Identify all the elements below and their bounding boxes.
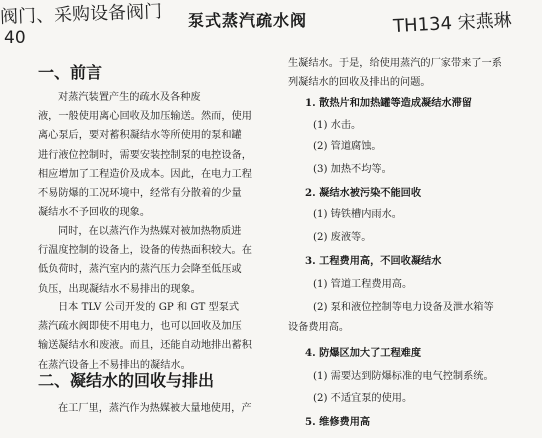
text-line: 对蒸汽装置产生的疏水及各种废 (58, 92, 201, 103)
problem-item: (2) 不适宜泵的使用。 (313, 393, 413, 404)
text-line: 蒸汽疏水阀即使不用电力，也可以回收及加压 (38, 321, 242, 333)
text-line: 不易防爆的工况环境中，经常有分散着的少量 (38, 187, 242, 199)
text-line: 低负荷时，蒸汽室内的蒸汽压力会降至低压或 (38, 264, 242, 276)
text-line: 凝结水不予回收的现象。 (38, 207, 151, 219)
problem-heading: 4. 防爆区加大了工程难度 (305, 347, 422, 359)
section1-heading: 一、前言 (38, 63, 103, 82)
section1-paragraph3 (38, 298, 252, 375)
handwritten-note-right: TH134 宋燕琳 (392, 9, 513, 38)
problem-heading: 5. 维修费用高 (305, 416, 371, 428)
problem-heading: 2. 凝结水被污染不能回收 (305, 187, 422, 199)
text-line: 输送凝结水和废液。而且，还能自动地排出蓄积 (38, 340, 252, 352)
text-line: 同时，在以蒸汽作为热媒对被加热物质进 (58, 226, 242, 237)
problem-item: 设备费用高。 (288, 322, 350, 333)
problem-item: (1) 管道工程费用高。 (313, 279, 413, 290)
text-line: 离心泵后，要对蓄积凝结水等所使用的泵和罐 (38, 130, 242, 142)
problem-heading: 3. 工程费用高，不回收凝结水 (305, 255, 442, 267)
text-line: 负压，出现凝结水不易排出的现象。 (38, 283, 201, 295)
problem-heading: 1. 散热片和加热罐等造成凝结水滞留 (305, 97, 472, 109)
problem-item: (3) 加热不均等。 (313, 164, 392, 175)
text-line: 在蒸汽设备上不易排出的凝结水。 (38, 359, 191, 371)
text-line: 生凝结水。于是，给使用蒸汽的厂家带来了一系 (288, 58, 502, 69)
text-line: 列凝结水的回收及排出的问题。 (288, 77, 431, 89)
section2-heading: 二、凝结水的回收与排出 (38, 371, 215, 390)
section1-paragraph2 (38, 222, 252, 299)
problem-item: (1) 需要达到防爆标准的电气控制系统。 (313, 371, 494, 382)
right-intro (288, 54, 502, 92)
section2-paragraph1 (58, 399, 252, 418)
text-line: 进行液位控制时，需要安装控制泵的电控设备， (38, 149, 252, 161)
text-line: 液，一般使用离心回收及加压输送。然而，使用 (38, 111, 252, 123)
problem-item: (1) 铸铁槽内雨水。 (313, 209, 402, 220)
problem-item: (2) 泵和液位控制等电力设备及泄水箱等 (313, 302, 494, 313)
handwritten-note-top: 阀门、采购设备阀门 (0, 1, 163, 28)
text-line: 行温度控制的设备上，设备的传热面积较大。在 (38, 245, 252, 257)
text-line: 在工厂里，蒸汽作为热媒被大量地使用，产 (58, 403, 252, 414)
problem-item: (2) 废液等。 (313, 232, 372, 243)
problem-item: (2) 管道腐蚀。 (313, 141, 382, 152)
text-line: 日本 TLV 公司开发的 GP 和 GT 型泵式 (58, 302, 240, 313)
problem-item: (1) 水击。 (313, 120, 362, 131)
text-line: 相应增加了工程造价及成本。因此，在电力工程 (38, 168, 252, 180)
section1-paragraph1 (38, 88, 252, 222)
handwritten-page-number: 40 (4, 28, 26, 48)
article-title: 泵式蒸汽疏水阀 (188, 11, 308, 30)
